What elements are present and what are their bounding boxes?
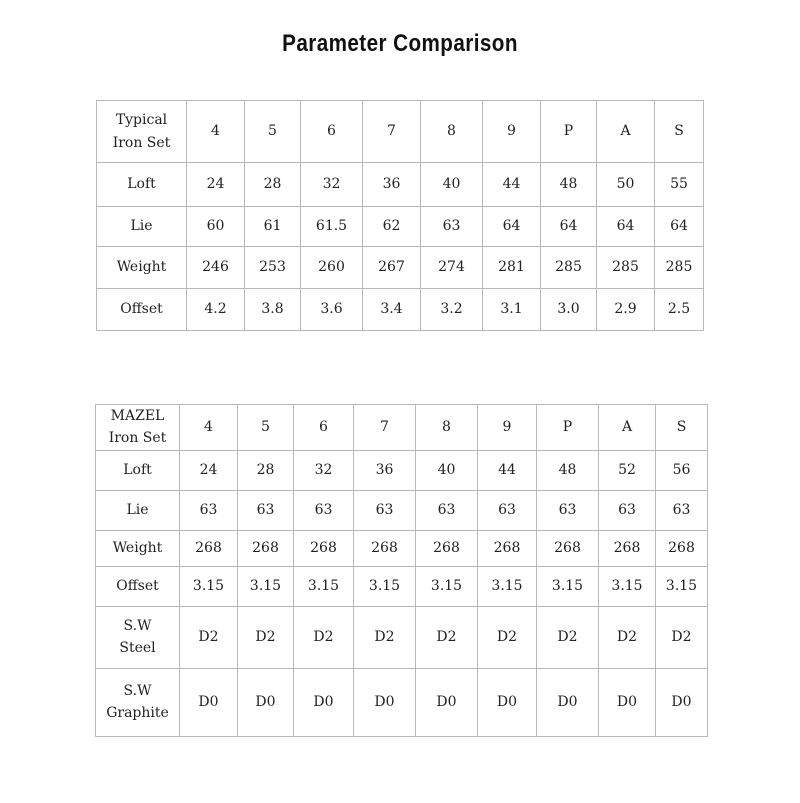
table-cell: 50 (597, 163, 655, 207)
table-cell: D0 (354, 668, 416, 736)
table-cell: 48 (541, 163, 597, 207)
table-cell: 63 (656, 490, 708, 530)
column-header: 7 (354, 405, 416, 451)
table-cell: 52 (599, 450, 656, 490)
table-cell: 61.5 (301, 207, 363, 247)
table-row (97, 247, 704, 289)
table-row (96, 668, 708, 736)
table-cell: 285 (655, 247, 704, 289)
table-cell: 268 (478, 530, 537, 566)
table-cell: 64 (597, 207, 655, 247)
table-cell: D0 (478, 668, 537, 736)
table-cell: 3.15 (537, 566, 599, 606)
table-cell: D2 (416, 606, 478, 668)
column-header: 7 (363, 101, 421, 163)
table-cell: 3.15 (238, 566, 294, 606)
table-row (97, 207, 704, 247)
table-corner-label: MAZEL Iron Set (96, 405, 180, 451)
table-row (96, 566, 708, 606)
table-cell: 63 (294, 490, 354, 530)
table-cell: 63 (537, 490, 599, 530)
row-label: Loft (96, 450, 180, 490)
table-cell: 3.15 (354, 566, 416, 606)
table-cell: D2 (478, 606, 537, 668)
column-header: 8 (416, 405, 478, 451)
header-row (96, 405, 708, 451)
table-cell: 63 (478, 490, 537, 530)
row-label: S.W Graphite (96, 668, 180, 736)
column-header: 5 (238, 405, 294, 451)
table-cell: 64 (483, 207, 541, 247)
table-cell: 2.9 (597, 289, 655, 331)
column-header: 5 (245, 101, 301, 163)
table-cell: 3.15 (478, 566, 537, 606)
table-cell: D2 (537, 606, 599, 668)
table-row (96, 450, 708, 490)
row-label: Offset (97, 289, 187, 331)
table-cell: 32 (301, 163, 363, 207)
table-cell: D0 (656, 668, 708, 736)
table-cell: D0 (599, 668, 656, 736)
typical-iron-set-table (96, 100, 704, 331)
column-header: 4 (180, 405, 238, 451)
table-cell: 32 (294, 450, 354, 490)
page-title: Parameter Comparison (282, 30, 518, 57)
table-cell: 281 (483, 247, 541, 289)
table-cell: D0 (238, 668, 294, 736)
table-cell: D2 (599, 606, 656, 668)
table-cell: 3.15 (294, 566, 354, 606)
table-cell: 62 (363, 207, 421, 247)
row-label: Weight (97, 247, 187, 289)
table-row (96, 606, 708, 668)
table-cell: 3.6 (301, 289, 363, 331)
table-row (97, 289, 704, 331)
column-header: P (537, 405, 599, 451)
table-cell: 3.8 (245, 289, 301, 331)
column-header: A (599, 405, 656, 451)
table-cell: 3.15 (599, 566, 656, 606)
table-cell: 3.1 (483, 289, 541, 331)
table-cell: D2 (354, 606, 416, 668)
table-cell: 3.15 (416, 566, 478, 606)
table-cell: 268 (656, 530, 708, 566)
table-cell: 63 (416, 490, 478, 530)
table-cell: 268 (180, 530, 238, 566)
table-cell: 285 (597, 247, 655, 289)
table-cell: 40 (416, 450, 478, 490)
table-cell: 36 (363, 163, 421, 207)
table-cell: 64 (541, 207, 597, 247)
table-cell: 61 (245, 207, 301, 247)
table-cell: 3.4 (363, 289, 421, 331)
table-cell: 285 (541, 247, 597, 289)
table-cell: 3.15 (180, 566, 238, 606)
table-cell: 24 (187, 163, 245, 207)
table-cell: 3.15 (656, 566, 708, 606)
table-cell: D2 (656, 606, 708, 668)
table-cell: 268 (294, 530, 354, 566)
mazel-iron-set-table (95, 404, 708, 737)
table-cell: 63 (599, 490, 656, 530)
table-cell: 268 (238, 530, 294, 566)
column-header: S (656, 405, 708, 451)
column-header: 6 (301, 101, 363, 163)
column-header: P (541, 101, 597, 163)
table-cell: 253 (245, 247, 301, 289)
table-cell: 4.2 (187, 289, 245, 331)
table-cell: 268 (354, 530, 416, 566)
header-row (97, 101, 704, 163)
table-row (96, 530, 708, 566)
table-cell: 40 (421, 163, 483, 207)
table-cell: D0 (416, 668, 478, 736)
table-cell: 24 (180, 450, 238, 490)
row-label: S.W Steel (96, 606, 180, 668)
table-cell: 2.5 (655, 289, 704, 331)
table-cell: 63 (421, 207, 483, 247)
column-header: 9 (483, 101, 541, 163)
column-header: 9 (478, 405, 537, 451)
row-label: Loft (97, 163, 187, 207)
column-header: S (655, 101, 704, 163)
table-row (96, 490, 708, 530)
table-cell: 44 (483, 163, 541, 207)
table-cell: D0 (537, 668, 599, 736)
table-cell: 63 (180, 490, 238, 530)
table-cell: 268 (537, 530, 599, 566)
row-label: Lie (97, 207, 187, 247)
table-cell: 63 (354, 490, 416, 530)
table-cell: 268 (599, 530, 656, 566)
table-cell: 63 (238, 490, 294, 530)
table-cell: 260 (301, 247, 363, 289)
table-cell: 3.0 (541, 289, 597, 331)
table-cell: 274 (421, 247, 483, 289)
table-cell: 268 (416, 530, 478, 566)
table-cell: 28 (238, 450, 294, 490)
table-cell: 36 (354, 450, 416, 490)
table-cell: 246 (187, 247, 245, 289)
table-cell: D2 (294, 606, 354, 668)
table-cell: 44 (478, 450, 537, 490)
row-label: Offset (96, 566, 180, 606)
column-header: 4 (187, 101, 245, 163)
row-label: Weight (96, 530, 180, 566)
table-corner-label: Typical Iron Set (97, 101, 187, 163)
table-cell: 60 (187, 207, 245, 247)
table-cell: 64 (655, 207, 704, 247)
column-header: A (597, 101, 655, 163)
table-cell: 55 (655, 163, 704, 207)
table-cell: 48 (537, 450, 599, 490)
table-cell: 28 (245, 163, 301, 207)
table-cell: D0 (294, 668, 354, 736)
row-label: Lie (96, 490, 180, 530)
table-cell: D2 (180, 606, 238, 668)
table-cell: D2 (238, 606, 294, 668)
column-header: 6 (294, 405, 354, 451)
table-cell: 267 (363, 247, 421, 289)
table-cell: 3.2 (421, 289, 483, 331)
table-row (97, 163, 704, 207)
column-header: 8 (421, 101, 483, 163)
table-cell: D0 (180, 668, 238, 736)
table-cell: 56 (656, 450, 708, 490)
